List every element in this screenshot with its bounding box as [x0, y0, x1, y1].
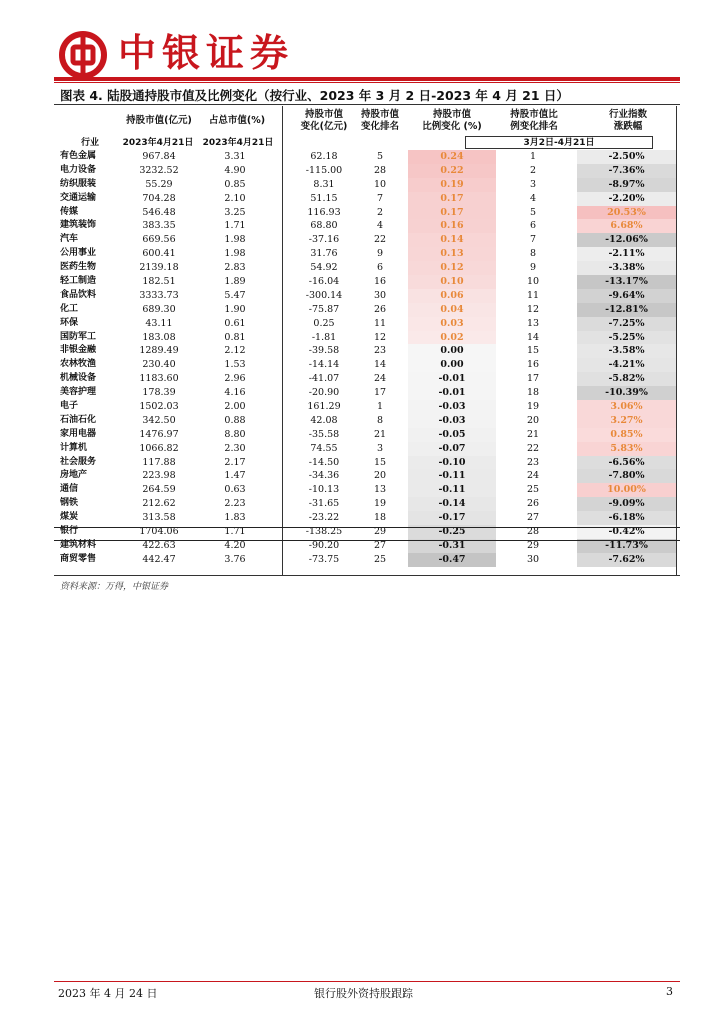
table-row: [54, 442, 680, 456]
footer-date: 2023 年 4 月 24 日: [58, 987, 158, 1000]
mv-change-rank: 24: [373, 373, 387, 385]
ratio-change: -0.03: [408, 400, 496, 414]
mv-change-rank: 19: [373, 498, 387, 510]
index-change: -9.09%: [577, 497, 676, 511]
ratio-change: 0.00: [408, 358, 496, 372]
header-mv-change: 持股市值 变化(亿元): [300, 109, 348, 132]
mv-change-rank: 30: [373, 289, 387, 301]
ratio-change: 0.19: [408, 178, 496, 192]
market-value: 55.29: [145, 178, 173, 190]
mv-change-rank: 6: [376, 262, 384, 274]
index-change: -6.56%: [577, 456, 676, 470]
ratio-change: 0.03: [408, 317, 496, 331]
bank-row-highlight: [54, 527, 680, 541]
share: 2.83: [224, 262, 246, 274]
ratio-change-rank: 15: [526, 345, 540, 357]
share: 0.61: [224, 317, 246, 329]
mv-change: 116.93: [307, 206, 341, 218]
table-row: [54, 192, 680, 206]
ratio-change-rank: 22: [526, 442, 540, 454]
mv-change: 54.92: [310, 262, 338, 274]
share: 0.81: [224, 331, 246, 343]
index-change: 6.68%: [577, 219, 676, 233]
mv-change-rank: 1: [376, 401, 384, 413]
ratio-change-rank: 13: [526, 317, 540, 329]
mv-change-rank: 2: [376, 206, 384, 218]
industry-name: 纺织服装: [60, 178, 97, 189]
industry-name: 建筑装饰: [60, 220, 97, 231]
market-value: 313.58: [142, 512, 176, 524]
header-industry: 行业: [80, 138, 99, 148]
ratio-change: 0.13: [408, 247, 496, 261]
share: 2.96: [224, 373, 246, 385]
title-rule: [54, 104, 680, 105]
mv-change-rank: 17: [373, 387, 387, 399]
source-note: 资料来源：万得，中银证券: [60, 582, 169, 592]
industry-name: 食品饮料: [60, 289, 97, 300]
index-change: 3.06%: [577, 400, 676, 414]
share: 4.20: [224, 539, 246, 551]
ratio-change-rank: 17: [526, 373, 540, 385]
mv-change: -75.87: [308, 303, 340, 315]
table-row: [54, 386, 680, 400]
mv-change: -34.36: [308, 470, 340, 482]
ratio-change-rank: 4: [529, 192, 537, 204]
industry-name: 计算机: [60, 442, 88, 453]
industry-name: 公用事业: [60, 248, 97, 259]
index-change: -2.11%: [577, 247, 676, 261]
table-header: [54, 106, 680, 136]
industry-name: 钢铁: [60, 498, 79, 509]
market-value: 383.35: [142, 220, 176, 232]
share: 0.85: [224, 178, 246, 190]
ratio-change-rank: 14: [526, 331, 540, 343]
index-change: -9.64%: [577, 289, 676, 303]
industry-name: 银行: [60, 526, 79, 537]
mv-change-rank: 3: [376, 442, 384, 454]
header-ratio-change: 持股市值 比例变化 (%): [422, 109, 482, 132]
index-change: -10.39%: [577, 386, 676, 400]
industry-name: 农林牧渔: [60, 359, 97, 370]
share: 1.47: [224, 470, 246, 482]
header-ratio-change-rank: 持股市值比 例变化排名: [510, 109, 558, 132]
ratio-change-rank: 2: [529, 164, 537, 176]
industry-name: 汽车: [60, 234, 79, 245]
header-index-change: 行业指数 涨跌幅: [608, 109, 647, 132]
ratio-change-rank: 16: [526, 359, 540, 371]
share: 4.16: [224, 387, 246, 399]
market-value: 1066.82: [139, 442, 179, 454]
mv-change: -10.13: [308, 484, 340, 496]
header-market-value: 持股市值(亿元): [126, 115, 192, 126]
index-change: -2.50%: [577, 150, 676, 164]
industry-name: 房地产: [60, 470, 88, 481]
header-range: 3月2日-4月21日: [523, 138, 595, 148]
industry-name: 轻工制造: [60, 276, 97, 287]
footer-rule: [54, 981, 680, 982]
table-row: [54, 233, 680, 247]
ratio-change: 0.06: [408, 289, 496, 303]
header-thin-bar: [54, 82, 680, 83]
share: 2.12: [224, 345, 246, 357]
bank-of-china-logo-icon: [58, 30, 112, 80]
mv-change: 31.76: [310, 248, 338, 260]
market-value: 600.41: [142, 248, 176, 260]
table-row: [54, 553, 680, 567]
ratio-change: -0.03: [408, 414, 496, 428]
table-row: [54, 219, 680, 233]
index-change: 0.85%: [577, 428, 676, 442]
market-value: 422.63: [142, 539, 176, 551]
mv-change: -300.14: [305, 289, 343, 301]
market-value: 43.11: [145, 317, 173, 329]
market-value: 442.47: [142, 553, 176, 565]
ratio-change-rank: 29: [526, 539, 540, 551]
market-value: 1704.06: [139, 526, 179, 538]
table-row: [54, 178, 680, 192]
index-change: -7.25%: [577, 317, 676, 331]
industry-name: 非银金融: [60, 345, 97, 356]
market-value: 3333.73: [139, 289, 179, 301]
mv-change: 74.55: [310, 442, 338, 454]
table-row: [54, 344, 680, 358]
index-change: -13.17%: [577, 275, 676, 289]
mv-change-rank: 11: [373, 317, 387, 329]
share: 2.10: [224, 192, 246, 204]
mv-change: -31.65: [308, 498, 340, 510]
table-row: [54, 539, 680, 553]
share: 1.53: [224, 359, 246, 371]
index-change: -6.18%: [577, 511, 676, 525]
table-subheader: [54, 136, 680, 150]
mv-change-rank: 21: [373, 428, 387, 440]
share: 4.90: [224, 164, 246, 176]
ratio-change-rank: 23: [526, 456, 540, 468]
ratio-change-rank: 28: [526, 526, 540, 538]
ratio-change: -0.01: [408, 386, 496, 400]
mv-change: -16.04: [308, 276, 340, 288]
mv-change-rank: 22: [373, 234, 387, 246]
table-row: [54, 428, 680, 442]
table-row: [54, 469, 680, 483]
index-change: -3.58%: [577, 344, 676, 358]
market-value: 967.84: [142, 151, 176, 162]
table-bottom-rule: [54, 575, 680, 576]
mv-change: 42.08: [310, 414, 338, 426]
mv-change-rank: 18: [373, 512, 387, 524]
index-change: -5.82%: [577, 372, 676, 386]
mv-change: -14.50: [308, 456, 340, 468]
mv-change-rank: 10: [373, 178, 387, 190]
share: 2.00: [224, 401, 246, 413]
industry-name: 社会服务: [60, 456, 97, 467]
mv-change: 51.15: [310, 192, 338, 204]
industry-name: 通信: [60, 484, 79, 495]
mv-change-rank: 9: [376, 248, 384, 260]
ratio-change: 0.16: [408, 219, 496, 233]
industry-name: 电力设备: [60, 164, 97, 175]
ratio-change: 0.17: [408, 206, 496, 220]
ratio-change-rank: 8: [529, 248, 537, 260]
ratio-change: -0.05: [408, 428, 496, 442]
share: 5.47: [224, 289, 246, 301]
mv-change: -41.07: [308, 373, 340, 385]
ratio-change: 0.04: [408, 303, 496, 317]
index-change: -4.21%: [577, 358, 676, 372]
mv-change-rank: 20: [373, 470, 387, 482]
ratio-change-rank: 21: [526, 428, 540, 440]
index-change: -7.36%: [577, 164, 676, 178]
table-row: [54, 456, 680, 470]
ratio-change: -0.47: [408, 553, 496, 567]
table-row: [54, 511, 680, 525]
market-value: 183.08: [142, 331, 176, 343]
ratio-change: 0.02: [408, 331, 496, 345]
market-value: 689.30: [142, 303, 176, 315]
ratio-change: -0.17: [408, 511, 496, 525]
mv-change: -1.81: [311, 331, 337, 343]
mv-change: 68.80: [310, 220, 338, 232]
index-change: 20.53%: [577, 206, 676, 220]
market-value: 704.28: [142, 192, 176, 204]
market-value: 212.62: [142, 498, 176, 510]
ratio-change-rank: 27: [526, 512, 540, 524]
mv-change: -37.16: [308, 234, 340, 246]
market-value: 182.51: [142, 276, 176, 288]
industry-name: 有色金属: [60, 151, 97, 161]
index-change: -3.38%: [577, 261, 676, 275]
index-change: 10.00%: [577, 483, 676, 497]
mv-change-rank: 8: [376, 414, 384, 426]
mv-change: -138.25: [305, 526, 343, 538]
market-value: 178.39: [142, 387, 176, 399]
footer-title: 银行股外资持股跟踪: [314, 987, 413, 1000]
index-change: -8.97%: [577, 178, 676, 192]
market-value: 3232.52: [139, 164, 179, 176]
ratio-change: 0.00: [408, 344, 496, 358]
ratio-change-rank: 1: [529, 151, 537, 162]
table-row: [54, 400, 680, 414]
index-change: -12.81%: [577, 303, 676, 317]
header-share: 占总市值(%): [208, 115, 266, 126]
market-value: 223.98: [142, 470, 176, 482]
ratio-change-rank: 24: [526, 470, 540, 482]
ratio-change-rank: 6: [529, 220, 537, 232]
ratio-change: -0.11: [408, 483, 496, 497]
industry-name: 环保: [60, 317, 79, 328]
header-date-1: 2023年4月21日: [122, 138, 194, 148]
ratio-change-rank: 18: [526, 387, 540, 399]
table-row: [54, 358, 680, 372]
ratio-change-rank: 19: [526, 401, 540, 413]
industry-name: 交通运输: [60, 192, 97, 203]
market-value: 1183.60: [139, 373, 179, 385]
mv-change: -14.14: [308, 359, 340, 371]
ratio-change-rank: 12: [526, 303, 540, 315]
figure-title: 图表 4. 陆股通持股市值及比例变化（按行业、2023 年 3 月 2 日-2023 年 4 月 21 日）: [60, 88, 569, 103]
ratio-change: 0.22: [408, 164, 496, 178]
mv-change: -23.22: [308, 512, 340, 524]
industry-name: 家用电器: [60, 428, 97, 439]
index-change: 3.27%: [577, 414, 676, 428]
market-value: 546.48: [142, 206, 176, 218]
ratio-change: -0.11: [408, 469, 496, 483]
share: 1.98: [224, 248, 246, 260]
share: 0.63: [224, 484, 246, 496]
mv-change: -73.75: [308, 553, 340, 565]
industry-name: 商贸零售: [60, 553, 97, 564]
share: 1.89: [224, 276, 246, 288]
share: 8.80: [224, 428, 246, 440]
market-value: 2139.18: [139, 262, 179, 274]
mv-change: -20.90: [308, 387, 340, 399]
market-value: 342.50: [142, 414, 176, 426]
industry-name: 美容护理: [60, 387, 97, 398]
industry-name: 机械设备: [60, 373, 97, 384]
share: 1.98: [224, 234, 246, 246]
table-row: [54, 303, 680, 317]
share: 1.71: [224, 526, 246, 538]
ratio-change: -0.25: [408, 525, 496, 539]
ratio-change: -0.31: [408, 539, 496, 553]
mv-change: 161.29: [307, 401, 341, 413]
market-value: 230.40: [142, 359, 176, 371]
ratio-change-rank: 30: [526, 553, 540, 565]
index-change: -11.73%: [577, 539, 676, 553]
industry-name: 石油石化: [60, 414, 97, 425]
market-value: 669.56: [142, 234, 176, 246]
industry-name: 煤炭: [60, 512, 79, 523]
ratio-change-rank: 25: [526, 484, 540, 496]
ratio-change: 0.12: [408, 261, 496, 275]
industry-name: 医药生物: [60, 262, 97, 273]
mv-change-rank: 27: [373, 539, 387, 551]
share: 1.71: [224, 220, 246, 232]
mv-change-rank: 13: [373, 484, 387, 496]
mv-change-rank: 4: [376, 220, 384, 232]
header-mv-change-rank: 持股市值 变化排名: [360, 109, 399, 132]
ratio-change: -0.10: [408, 456, 496, 470]
data-table: [54, 150, 680, 567]
ratio-change-rank: 10: [526, 276, 540, 288]
mv-change: -35.58: [308, 428, 340, 440]
market-value: 264.59: [142, 484, 176, 496]
index-change: -5.25%: [577, 331, 676, 345]
index-change: 5.83%: [577, 442, 676, 456]
ratio-change-rank: 26: [526, 498, 540, 510]
mv-change-rank: 7: [376, 192, 384, 204]
ratio-change: 0.10: [408, 275, 496, 289]
index-change: -0.42%: [577, 525, 676, 539]
index-change: -12.06%: [577, 233, 676, 247]
ratio-change: -0.07: [408, 442, 496, 456]
table-row: [54, 317, 680, 331]
ratio-change-rank: 11: [526, 289, 540, 301]
mv-change: 0.25: [313, 317, 335, 329]
ratio-change-rank: 7: [529, 234, 537, 246]
mv-change-rank: 23: [373, 345, 387, 357]
market-value: 1476.97: [139, 428, 179, 440]
mv-change-rank: 26: [373, 303, 387, 315]
table-row: [54, 331, 680, 345]
mv-change: -115.00: [305, 164, 343, 176]
mv-change-rank: 14: [373, 359, 387, 371]
ratio-change-rank: 3: [529, 178, 537, 190]
footer-page: 3: [666, 985, 673, 998]
header-date-2: 2023年4月21日: [202, 138, 274, 148]
mv-change-rank: 12: [373, 331, 387, 343]
market-value: 117.88: [142, 456, 176, 468]
ratio-change: 0.24: [408, 150, 496, 164]
mv-change-rank: 28: [373, 164, 387, 176]
header-red-bar: [54, 77, 680, 81]
share: 1.90: [224, 303, 246, 315]
index-change: -7.80%: [577, 469, 676, 483]
index-change: -7.62%: [577, 553, 676, 567]
industry-name: 传媒: [60, 206, 79, 217]
table-row: [54, 372, 680, 386]
share: 2.17: [224, 456, 246, 468]
table-row: [54, 261, 680, 275]
index-change: -2.20%: [577, 192, 676, 206]
table-row: [54, 289, 680, 303]
industry-name: 国防军工: [60, 331, 97, 342]
ratio-change: -0.01: [408, 372, 496, 386]
share: 3.31: [224, 151, 246, 162]
table-row: [54, 275, 680, 289]
ratio-change: 0.17: [408, 192, 496, 206]
mv-change-rank: 16: [373, 276, 387, 288]
mv-change: -39.58: [308, 345, 340, 357]
share: 2.23: [224, 498, 246, 510]
ratio-change: -0.14: [408, 497, 496, 511]
ratio-change-rank: 5: [529, 206, 537, 218]
table-row: [54, 483, 680, 497]
mv-change-rank: 29: [373, 526, 387, 538]
industry-name: 电子: [60, 401, 79, 412]
ratio-change-rank: 9: [529, 262, 537, 274]
mv-change-rank: 5: [376, 151, 384, 162]
industry-name: 建筑材料: [60, 539, 97, 550]
market-value: 1289.49: [139, 345, 179, 357]
mv-change-rank: 25: [373, 553, 387, 565]
industry-name: 化工: [60, 303, 79, 314]
share: 2.30: [224, 442, 246, 454]
mv-change-rank: 15: [373, 456, 387, 468]
ratio-change-rank: 20: [526, 414, 540, 426]
table-row: [54, 497, 680, 511]
ratio-change: 0.14: [408, 233, 496, 247]
table-row: [54, 164, 680, 178]
table-row: [54, 150, 680, 164]
share: 0.88: [224, 414, 246, 426]
table-row: [54, 414, 680, 428]
share: 3.25: [224, 206, 246, 218]
share: 3.76: [224, 553, 246, 565]
mv-change: -90.20: [308, 539, 340, 551]
table-row: [54, 247, 680, 261]
brand-name: 中银证券: [118, 31, 295, 75]
mv-change: 62.18: [310, 151, 338, 162]
table-row: [54, 206, 680, 220]
share: 1.83: [224, 512, 246, 524]
market-value: 1502.03: [139, 401, 179, 413]
mv-change: 8.31: [313, 178, 335, 190]
